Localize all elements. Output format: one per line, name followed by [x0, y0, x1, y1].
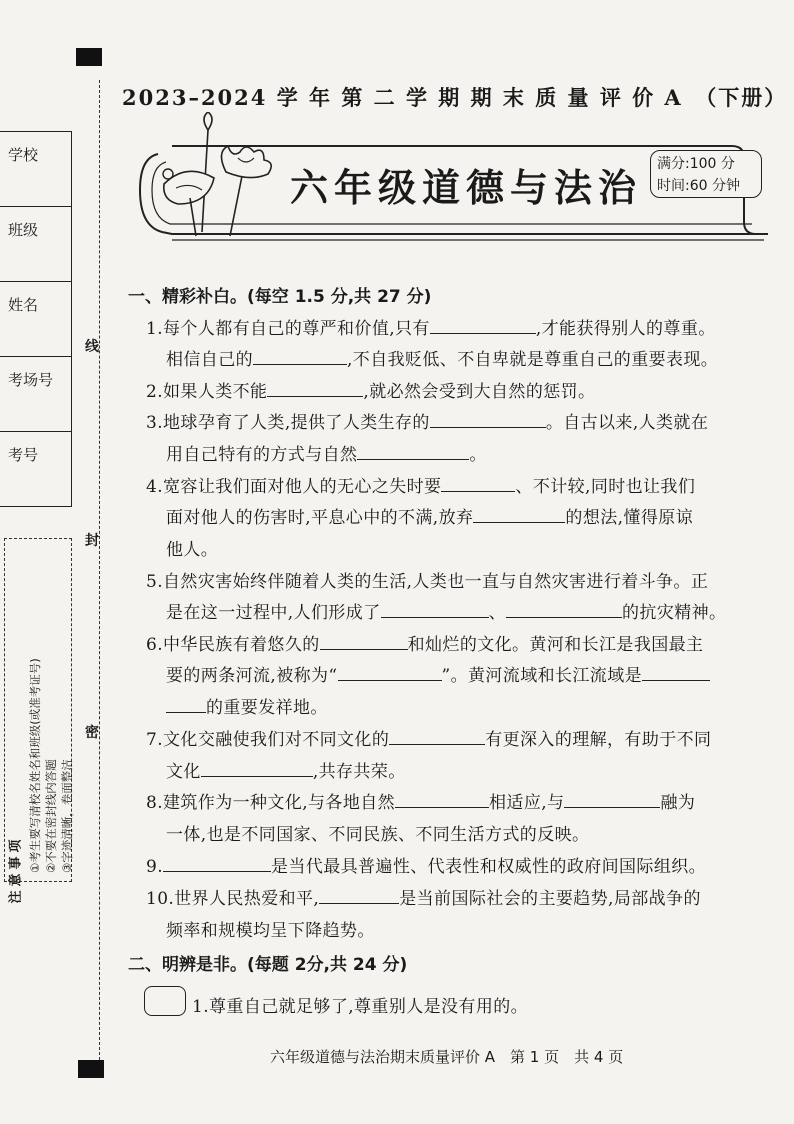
question-line: 8.建筑作为一种文化,与各地自然 相适应,与 融为: [146, 793, 696, 813]
question-line: 面对他人的伤害时,平息心中的不满,放弃 的想法,懂得原谅: [166, 508, 694, 528]
answer-blank[interactable]: [389, 728, 485, 745]
lotus-icon: [156, 112, 286, 240]
corner-register-mark: [78, 1060, 104, 1078]
answer-blank[interactable]: [320, 633, 408, 650]
answer-blank[interactable]: [319, 887, 399, 904]
answer-blank[interactable]: [473, 506, 565, 523]
info-row-exam-number[interactable]: [0, 432, 72, 507]
answer-blank[interactable]: [338, 664, 442, 681]
question-line: 6.中华民族有着悠久的 和灿烂的文化。黄河和长江是我国最主: [146, 635, 704, 655]
info-label: 学校: [8, 146, 39, 164]
answer-blank[interactable]: [564, 791, 660, 808]
question-line: 3.地球孕育了人类,提供了人类生存的 。自古以来,人类就在: [146, 413, 709, 433]
question-line: 1.尊重自己就足够了,尊重别人是没有用的。: [192, 997, 529, 1017]
answer-box[interactable]: [144, 986, 186, 1016]
info-row-school[interactable]: [0, 132, 72, 207]
question-line: 10.世界人民热爱和平, 是当前国际社会的主要趋势,局部战争的: [146, 889, 701, 909]
seal-line: [99, 80, 100, 1060]
answer-blank[interactable]: [166, 696, 206, 713]
question-line: 7.文化交融使我们对不同文化的 有更深入的理解，有助于不同: [146, 730, 712, 750]
answer-blank[interactable]: [163, 855, 271, 872]
page-footer: 六年级道德与法治期末质量评价 A 第 1 页 共 4 页: [270, 1048, 624, 1066]
question-line: 用自己特有的方式与自然 。: [166, 445, 487, 465]
time-limit: 时间:60 分钟: [657, 178, 740, 194]
seal-char: 线: [85, 336, 99, 356]
question-line: 相信自己的 ,不自我贬低、不自卑就是尊重自己的重要表现。: [166, 350, 719, 370]
section-heading: 一、精彩补白。(每空 1.5 分,共 27 分): [128, 287, 432, 307]
info-row-name[interactable]: [0, 282, 72, 357]
question-line: 4.宽容让我们面对他人的无心之失时要 、不计较,同时也让我们: [146, 477, 696, 497]
question-line: 一体,也是不同国家、不同民族、不同生活方式的反映。: [166, 825, 590, 845]
corner-register-mark: [76, 48, 102, 66]
note-line: ③字迹清晰，卷面整洁: [60, 759, 74, 873]
answer-blank[interactable]: [430, 317, 536, 334]
seal-char: 密: [85, 722, 99, 742]
question-line: 的重要发祥地。: [166, 693, 328, 718]
info-row-class[interactable]: [0, 207, 72, 282]
answer-blank[interactable]: [395, 791, 489, 808]
answer-blank[interactable]: [506, 601, 622, 618]
question-line: 要的两条河流,被称为“ ”。黄河流域和长江流域是: [166, 661, 710, 686]
question-line: 频率和规模均呈下降趋势。: [166, 921, 375, 941]
question-line: 他人。: [166, 540, 219, 560]
section-heading: 二、明辨是非。(每题 2分,共 24 分): [128, 955, 408, 975]
info-row-exam-room[interactable]: [0, 357, 72, 432]
question-line: 5.自然灾害始终伴随着人类的生活,人类也一直与自然灾害进行着斗争。正: [146, 572, 709, 592]
info-label: 姓名: [8, 296, 39, 314]
note-line: ②不要在密封线内答题: [44, 759, 58, 873]
answer-blank[interactable]: [201, 760, 313, 777]
subject-title: 六年级道德与法治: [290, 166, 643, 210]
notes-title: 注意事项: [8, 835, 24, 904]
answer-blank[interactable]: [441, 475, 515, 492]
question-line: 9. 是当代最具普遍性、代表性和权威性的政府间国际组织。: [146, 857, 707, 877]
seal-char: 封: [85, 530, 99, 550]
question-line: 1.每个人都有自己的尊严和价值,只有 ,才能获得别人的尊重。: [146, 319, 716, 339]
question-line: 是在这一过程中,人们形成了 、 的抗灾精神。: [166, 603, 727, 623]
answer-blank[interactable]: [642, 664, 710, 681]
student-info-table: [0, 131, 72, 507]
score-box: [650, 150, 762, 198]
exam-title: 2023–2024 学 年 第 二 学 期 期 末 质 量 评 价 A （下册）: [122, 85, 788, 110]
answer-blank[interactable]: [253, 348, 347, 365]
answer-blank[interactable]: [430, 411, 546, 428]
notes-box: [4, 538, 74, 904]
question-line: 2.如果人类不能 ,就必然会受到大自然的惩罚。: [146, 382, 596, 402]
info-label: 考场号: [8, 371, 54, 389]
answer-blank[interactable]: [357, 443, 469, 460]
question-line: 文化 ,共存共荣。: [166, 762, 406, 782]
info-label: 班级: [8, 221, 39, 239]
info-label: 考号: [8, 446, 39, 464]
full-score: 满分:100 分: [657, 156, 735, 172]
answer-blank[interactable]: [381, 601, 489, 618]
answer-blank[interactable]: [267, 380, 363, 397]
note-line: ①考生要写清校名姓名和班级(或准考证号): [28, 658, 42, 873]
